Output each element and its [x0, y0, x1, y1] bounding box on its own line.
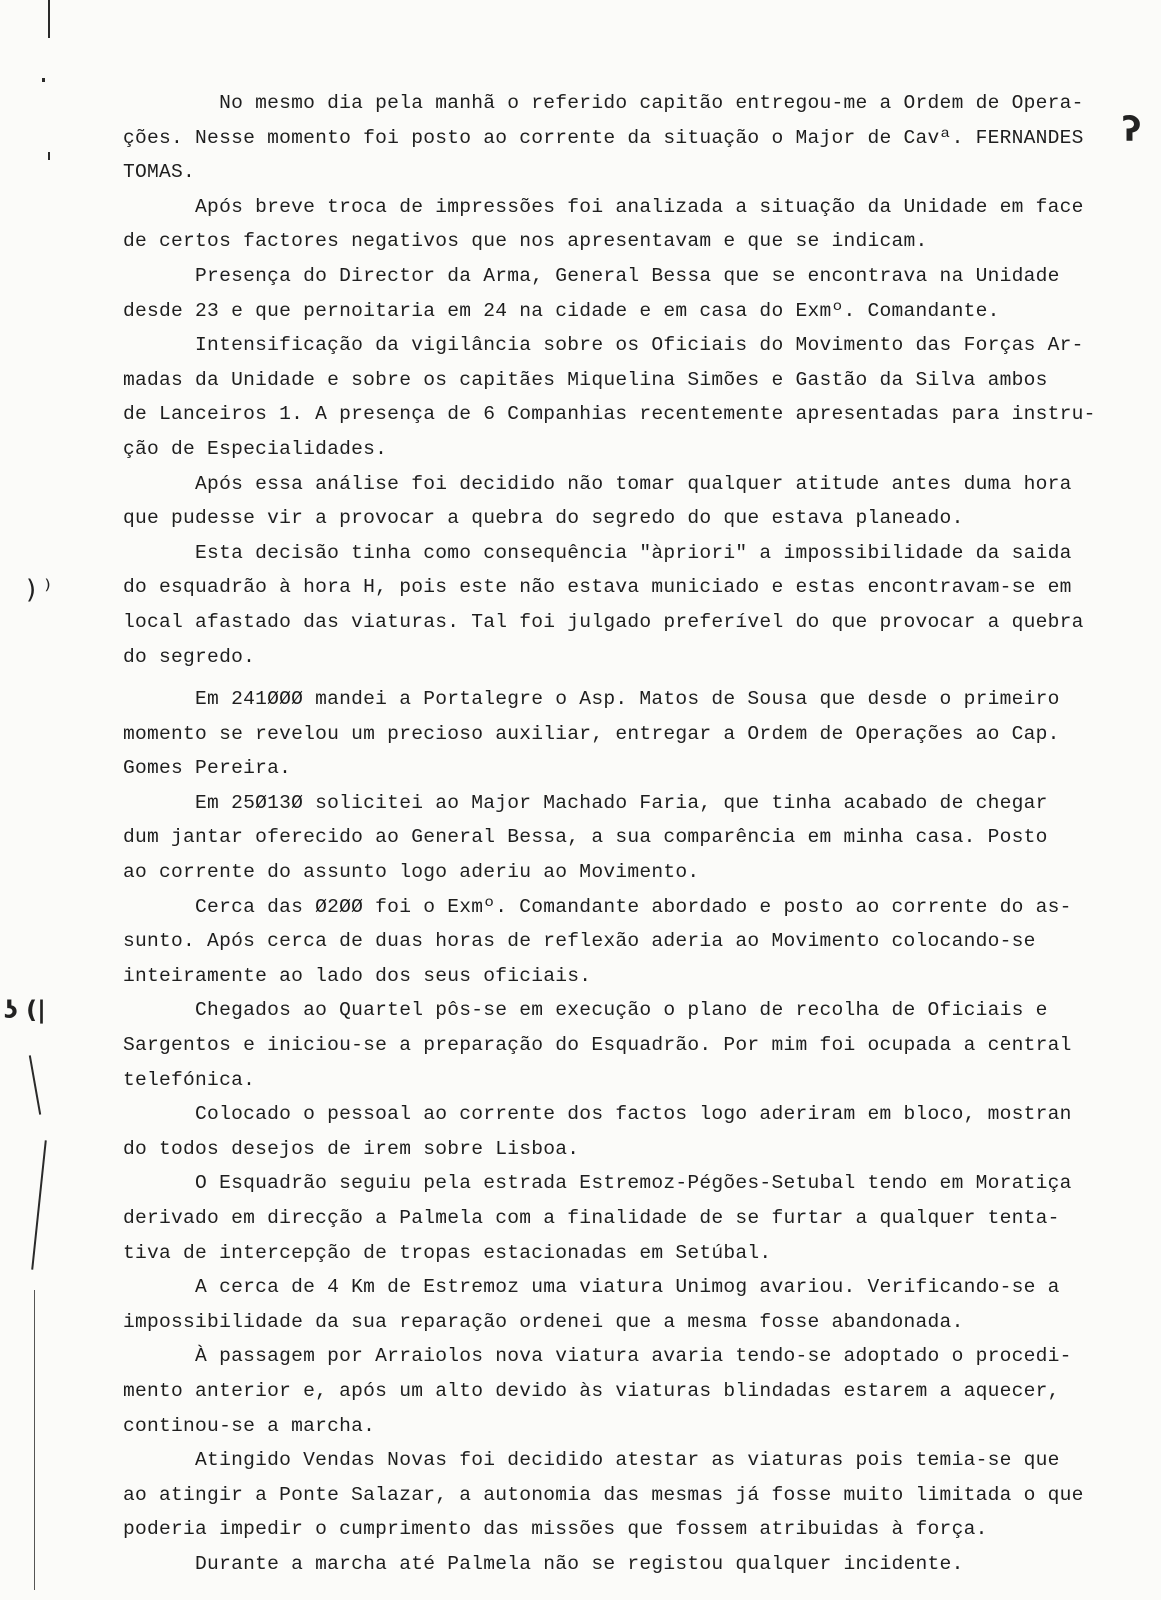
- text-line: dum jantar oferecido ao General Bessa, a sua comparência em minha casa. Posto: [123, 826, 1048, 849]
- text-line: local afastado das viaturas. Tal foi julgado preferível do que provocar a quebra: [123, 610, 1084, 633]
- text-line: inteiramente ao lado dos seus oficiais.: [123, 964, 592, 987]
- text-line: Chegados ao Quartel pôs-se em execução o plano de recolha de Oficiais e: [123, 999, 1048, 1022]
- text-line: ao atingir a Ponte Salazar, a autonomia das mesmas já fosse muito limitada o que: [123, 1483, 1084, 1506]
- margin-line-lower: [34, 1290, 35, 1590]
- text-line: Após essa análise foi decidido não tomar qualquer atitude antes duma hora: [123, 472, 1072, 495]
- text-line: Após breve troca de impressões foi analizada a situação da Unidade em face: [123, 195, 1084, 218]
- text-line: sunto. Após cerca de duas horas de reflexão aderia ao Movimento colocando-se: [123, 930, 1036, 953]
- text-line: poderia impedir o cumprimento das missões que fossem atribuidas à força.: [123, 1518, 988, 1541]
- margin-line-top: [48, 0, 50, 38]
- text-line: que pudesse vir a provocar a quebra do segredo do que estava planeado.: [123, 507, 964, 530]
- text-line: do esquadrão à hora H, pois este não estava municiado e estas encontravam-se em: [123, 576, 1072, 599]
- text-line: impossibilidade da sua reparação ordenei que a mesma fosse abandonada.: [123, 1310, 964, 1333]
- right-edge-mark: ʔ: [1122, 110, 1142, 150]
- text-line: Em 241ØØØ mandei a Portalegre o Asp. Matos de Sousa que desde o primeiro: [123, 688, 1060, 711]
- text-line: ao corrente do assunto logo aderiu ao Movimento.: [123, 861, 700, 884]
- text-line: Sargentos e iniciou-se a preparação do Esquadrão. Por mim foi ocupada a central: [123, 1034, 1072, 1057]
- typed-text-body: [123, 86, 1113, 1582]
- text-line: Atingido Vendas Novas foi decidido atestar as viaturas pois temia-se que: [123, 1449, 1060, 1472]
- text-line: O Esquadrão seguiu pela estrada Estremoz-Pégões-Setubal tendo em Moratiça: [123, 1172, 1072, 1195]
- text-line: desde 23 e que pernoitaria em 24 na cidade e em casa do Exmº. Comandante.: [123, 299, 1000, 322]
- text-line: À passagem por Arraiolos nova viatura avaria tendo-se adoptado o procedi-: [123, 1345, 1072, 1368]
- text-line: Em 25Ø13Ø solicitei ao Major Machado Faria, que tinha acabado de chegar: [123, 791, 1048, 814]
- text-line: Intensificação da vigilância sobre os Oficiais do Movimento das Forças Ar-: [123, 334, 1084, 357]
- text-line: derivado em direcção a Palmela com a finalidade de se furtar a qualquer tenta-: [123, 1207, 1060, 1229]
- text-line: madas da Unidade e sobre os capitães Miquelina Simões e Gastão da Silva ambos: [123, 368, 1048, 391]
- margin-line-lower: [31, 1140, 47, 1269]
- margin-dot: [42, 78, 45, 82]
- text-line: Durante a marcha até Palmela não se registou qualquer incidente.: [123, 1552, 964, 1575]
- text-line: telefónica.: [123, 1068, 256, 1091]
- text-line: ções. Nesse momento foi posto ao corrente da situação o Major de Cavª. FERNANDES: [123, 126, 1084, 149]
- text-line: TOMAS.: [123, 161, 196, 184]
- text-line: Gomes Pereira.: [123, 757, 292, 780]
- text-line: momento se revelou um precioso auxiliar, entregar a Ordem de Operações ao Cap.: [123, 722, 1060, 745]
- text-line: Presença do Director da Arma, General Bessa que se encontrava na Unidade: [123, 264, 1060, 287]
- margin-smudge-mark: ʖ (|: [4, 996, 46, 1024]
- text-line: continou-se a marcha.: [123, 1414, 376, 1437]
- text-line: tiva de intercepção de tropas estacionadas em Setúbal.: [123, 1241, 772, 1264]
- text-line: de certos factores negativos que nos apresentavam e que se indicam.: [123, 230, 928, 253]
- text-line: do segredo.: [123, 645, 256, 668]
- text-line: A cerca de 4 Km de Estremoz uma viatura Unimog avariou. Verificando-se a: [123, 1276, 1060, 1299]
- text-line: ção de Especialidades.: [123, 437, 388, 460]
- text-line: do todos desejos de irem sobre Lisboa.: [123, 1137, 580, 1160]
- text-line: Esta decisão tinha como consequência "àpriori" a impossibilidade da saida: [123, 541, 1072, 564]
- margin-bracket-mark: ) ⁾: [26, 575, 51, 605]
- text-line: No mesmo dia pela manhã o referido capitão entregou-me a Ordem de Opera-: [123, 92, 1084, 114]
- margin-dot: [48, 152, 50, 160]
- text-line: de Lanceiros 1. A presença de 6 Companhias recentemente apresentadas para instru-: [123, 403, 1096, 426]
- text-line: mento anterior e, após um alto devido às viaturas blindadas estarem a aquecer,: [123, 1379, 1060, 1402]
- margin-line-lower: [29, 1055, 41, 1114]
- text-line: Colocado o pessoal ao corrente dos factos logo aderiram em bloco, mostran: [123, 1103, 1072, 1126]
- text-line: Cerca das Ø2ØØ foi o Exmº. Comandante abordado e posto ao corrente do as-: [123, 895, 1072, 918]
